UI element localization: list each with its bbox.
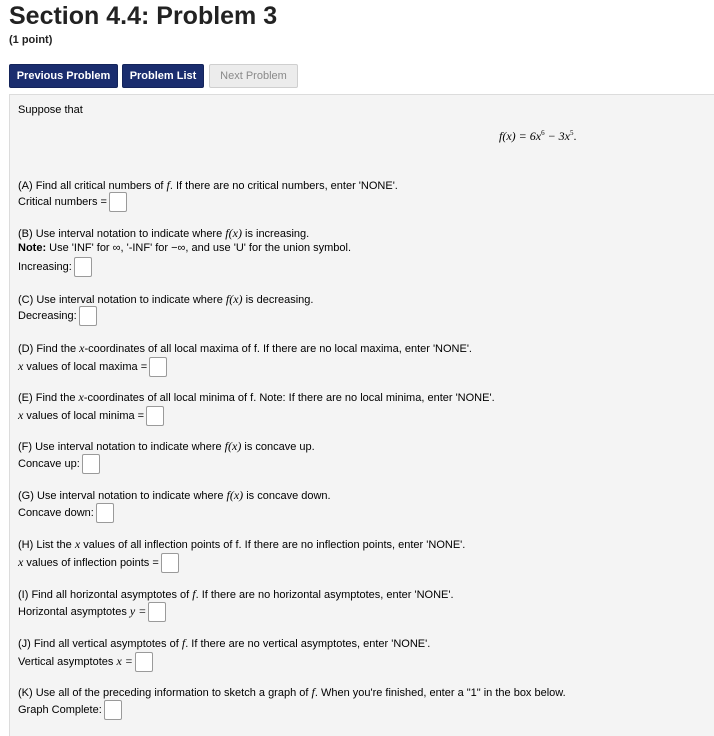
answer-e-input[interactable] (146, 406, 164, 426)
answer-h-input[interactable] (161, 553, 179, 573)
answer-f-input[interactable] (82, 454, 100, 474)
answer-c-input[interactable] (79, 306, 97, 326)
answer-a (18, 191, 127, 213)
answer-b (18, 256, 92, 278)
formula-mid: − 3x (544, 129, 571, 143)
answer-j (18, 650, 153, 672)
answer-e-label: x values of local minima = (18, 408, 145, 422)
problem-list-button[interactable]: Problem List (122, 64, 204, 88)
answer-d-input[interactable] (149, 357, 167, 377)
formula-lhs: f(x) = 6x (499, 129, 542, 143)
answer-a-input[interactable] (109, 192, 127, 212)
answer-d (18, 355, 167, 377)
formula-exponent-2: 5 (570, 129, 574, 137)
question-c: (C) Use interval notation to indicate where f(x) is decreasing. (18, 292, 314, 306)
answer-f (18, 453, 100, 475)
question-j: (J) Find all vertical asymptotes of f. If there are no vertical asymptotes, enter 'NONE'. (18, 636, 431, 650)
answer-b-label: Increasing: (18, 261, 72, 274)
question-h: (H) List the x values of all inflection points of f. If there are no inflection points, enter 'NONE'. (18, 537, 466, 551)
answer-h-label: x values of inflection points = (18, 555, 159, 569)
answer-b-input[interactable] (74, 257, 92, 277)
problem-intro: Suppose that (18, 104, 83, 116)
answer-k (18, 699, 122, 721)
question-b: (B) Use interval notation to indicate where f(x) is increasing. (18, 226, 310, 240)
formula-end: . (573, 129, 577, 143)
answer-g-input[interactable] (96, 503, 114, 523)
answer-k-input[interactable] (104, 700, 122, 720)
question-k: (K) Use all of the preceding information to sketch a graph of f. When you're finished, enter a "1" in the box below. (18, 685, 566, 699)
question-a: (A) Find all critical numbers of f. If there are no critical numbers, enter 'NONE'. (18, 178, 398, 192)
function-formula (499, 129, 577, 144)
answer-i (18, 600, 166, 622)
formula-exponent-1: 6 (541, 129, 545, 137)
answer-i-input[interactable] (148, 602, 166, 622)
answer-c (18, 305, 97, 327)
answer-g-label: Concave down: (18, 507, 94, 520)
answer-j-label: Vertical asymptotes x = (18, 654, 133, 668)
points-label: (1 point) (9, 34, 53, 46)
answer-h (18, 551, 179, 573)
question-g: (G) Use interval notation to indicate where f(x) is concave down. (18, 488, 331, 502)
previous-problem-button[interactable]: Previous Problem (9, 64, 118, 88)
question-b-note: Note: Use 'INF' for ∞, '-INF' for −∞, and use 'U' for the union symbol. (18, 242, 352, 254)
question-i: (I) Find all horizontal asymptotes of f. If there are no horizontal asymptotes, enter 'NONE'. (18, 587, 454, 601)
question-e: (E) Find the x-coordinates of all local minima of f. Note: If there are no local minima, enter 'NONE'. (18, 390, 495, 404)
next-problem-button: Next Problem (209, 64, 298, 88)
answer-d-label: x values of local maxima = (18, 359, 148, 373)
answer-c-label: Decreasing: (18, 310, 77, 323)
answer-j-input[interactable] (135, 652, 153, 672)
page-title: Section 4.4: Problem 3 (9, 2, 278, 30)
answer-k-label: Graph Complete: (18, 704, 102, 717)
answer-e (18, 404, 164, 426)
question-d: (D) Find the x-coordinates of all local maxima of f. If there are no local maxima, enter 'NONE'. (18, 341, 472, 355)
answer-f-label: Concave up: (18, 458, 80, 471)
answer-a-label: Critical numbers = (18, 196, 107, 209)
answer-g (18, 502, 114, 524)
question-f: (F) Use interval notation to indicate where f(x) is concave up. (18, 439, 315, 453)
answer-i-label: Horizontal asymptotes y = (18, 604, 147, 618)
